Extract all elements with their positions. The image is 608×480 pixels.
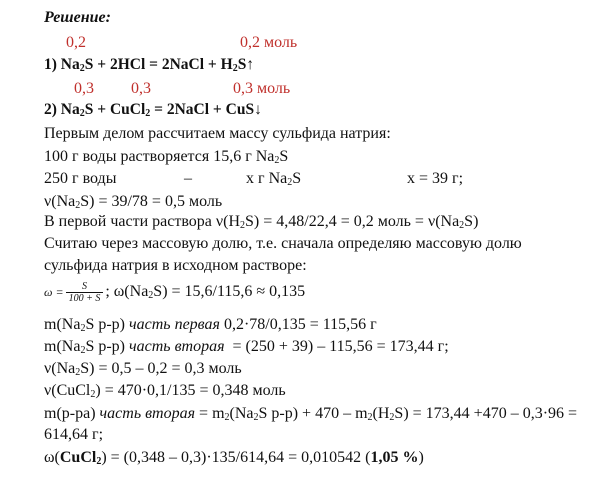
text-line-15e: ): [418, 449, 424, 466]
reaction1-equation: [44, 55, 254, 75]
text-line-10a: $m(Na_2S$ р-р): [44, 338, 129, 356]
text-line-15b: CuCl$_2$: [59, 449, 102, 467]
text-line-15c: ) = (0,348 – 0,3)·135/614,64 = 0,010542 (: [101, 449, 371, 466]
text-line-14: 614,64 г;: [44, 426, 104, 443]
text-line-2: 100 г воды растворяется 15,6 г $Na_2S$: [44, 148, 289, 166]
text-line-3a: 250 г воды: [44, 170, 117, 187]
reaction2-equation: [44, 100, 262, 120]
reaction1-number: 1): [44, 56, 61, 73]
text-line-5: В первой части раствора $\nu(H_2S) = 4,48/22,4 = 0,2$ моль = $\nu(Na_2S)$: [44, 213, 479, 231]
text-line-10c: = (250 + 39) – 115,56 = 173,44 г;: [224, 338, 449, 355]
text-line-6: Считаю через массовую долю, т.е. сначала определяю массовую долю: [44, 235, 522, 252]
text-line-15d: 1,05 %: [370, 449, 419, 466]
text-line-4: $\nu(Na_2S) = 39/78 = 0,5$ моль: [44, 193, 223, 211]
text-line-13b: часть вторая: [99, 405, 196, 422]
reaction2-coef-c: 0,3 моль: [233, 80, 291, 97]
text-line-9a: $m(Na_2S$ р-р): [44, 316, 129, 334]
text-line-9c: 0,2·78/0,135 = 115,56 г: [219, 316, 377, 333]
text-line-3d: х = 39 г;: [407, 170, 464, 187]
text-line-13: [44, 404, 577, 424]
solution-heading: Решение:: [44, 9, 111, 26]
text-line-10: [44, 337, 449, 357]
reaction1-formula: $Na_2S + 2HCl$ = 2NaCl + $H_2S↑$: [60, 56, 255, 74]
text-line-9: [44, 315, 377, 335]
formula-rest: ; $\omega(Na_2S) = 15,6/115,6 \approx 0,135$: [105, 283, 306, 301]
formula-numerator: S: [66, 281, 104, 293]
formula-line: [44, 279, 305, 305]
text-line-1: Первым делом рассчитаем массу сульфида натрия:: [44, 125, 391, 142]
text-line-12: ν(CuCl$_2$) = 470·0,1/135 = 0,348 моль: [44, 382, 286, 400]
formula-fraction: [66, 281, 104, 304]
reaction2-formula: $Na_2S$ + CuCl$_2$ = 2NaCl + CuS↓: [60, 101, 262, 119]
text-line-13a: m(р-ра): [44, 405, 100, 422]
text-line-3b: –: [184, 170, 192, 187]
reaction1-coef-left: 0,2: [66, 34, 86, 51]
text-line-3c: х г $Na_2S$: [246, 170, 302, 188]
text-line-10b: часть вторая: [129, 338, 225, 355]
formula-lhs: ω =: [44, 285, 64, 299]
text-line-15a: ω(: [44, 449, 60, 466]
reaction2-number: 2): [44, 101, 61, 118]
text-line-13c: = $m_2(Na_2S$ $р-р) + 470 - m_2(H_2S) = 173,44 +470 - 0,3\cdot 96$ =: [195, 405, 578, 423]
text-line-9b: часть первая: [129, 316, 220, 333]
text-line-15: [44, 448, 424, 468]
formula-denominator: 100 + S: [68, 292, 101, 304]
text-line-7: сульфида натрия в исходном растворе:: [44, 257, 307, 274]
text-line-11: $\nu(Na_2S) = 0,5 - 0,2 = 0,3$ моль: [44, 360, 242, 378]
reaction2-coef-b: 0,3: [131, 80, 151, 97]
reaction2-coef-a: 0,3: [74, 80, 94, 97]
reaction1-coef-right: 0,2 моль: [240, 34, 298, 51]
